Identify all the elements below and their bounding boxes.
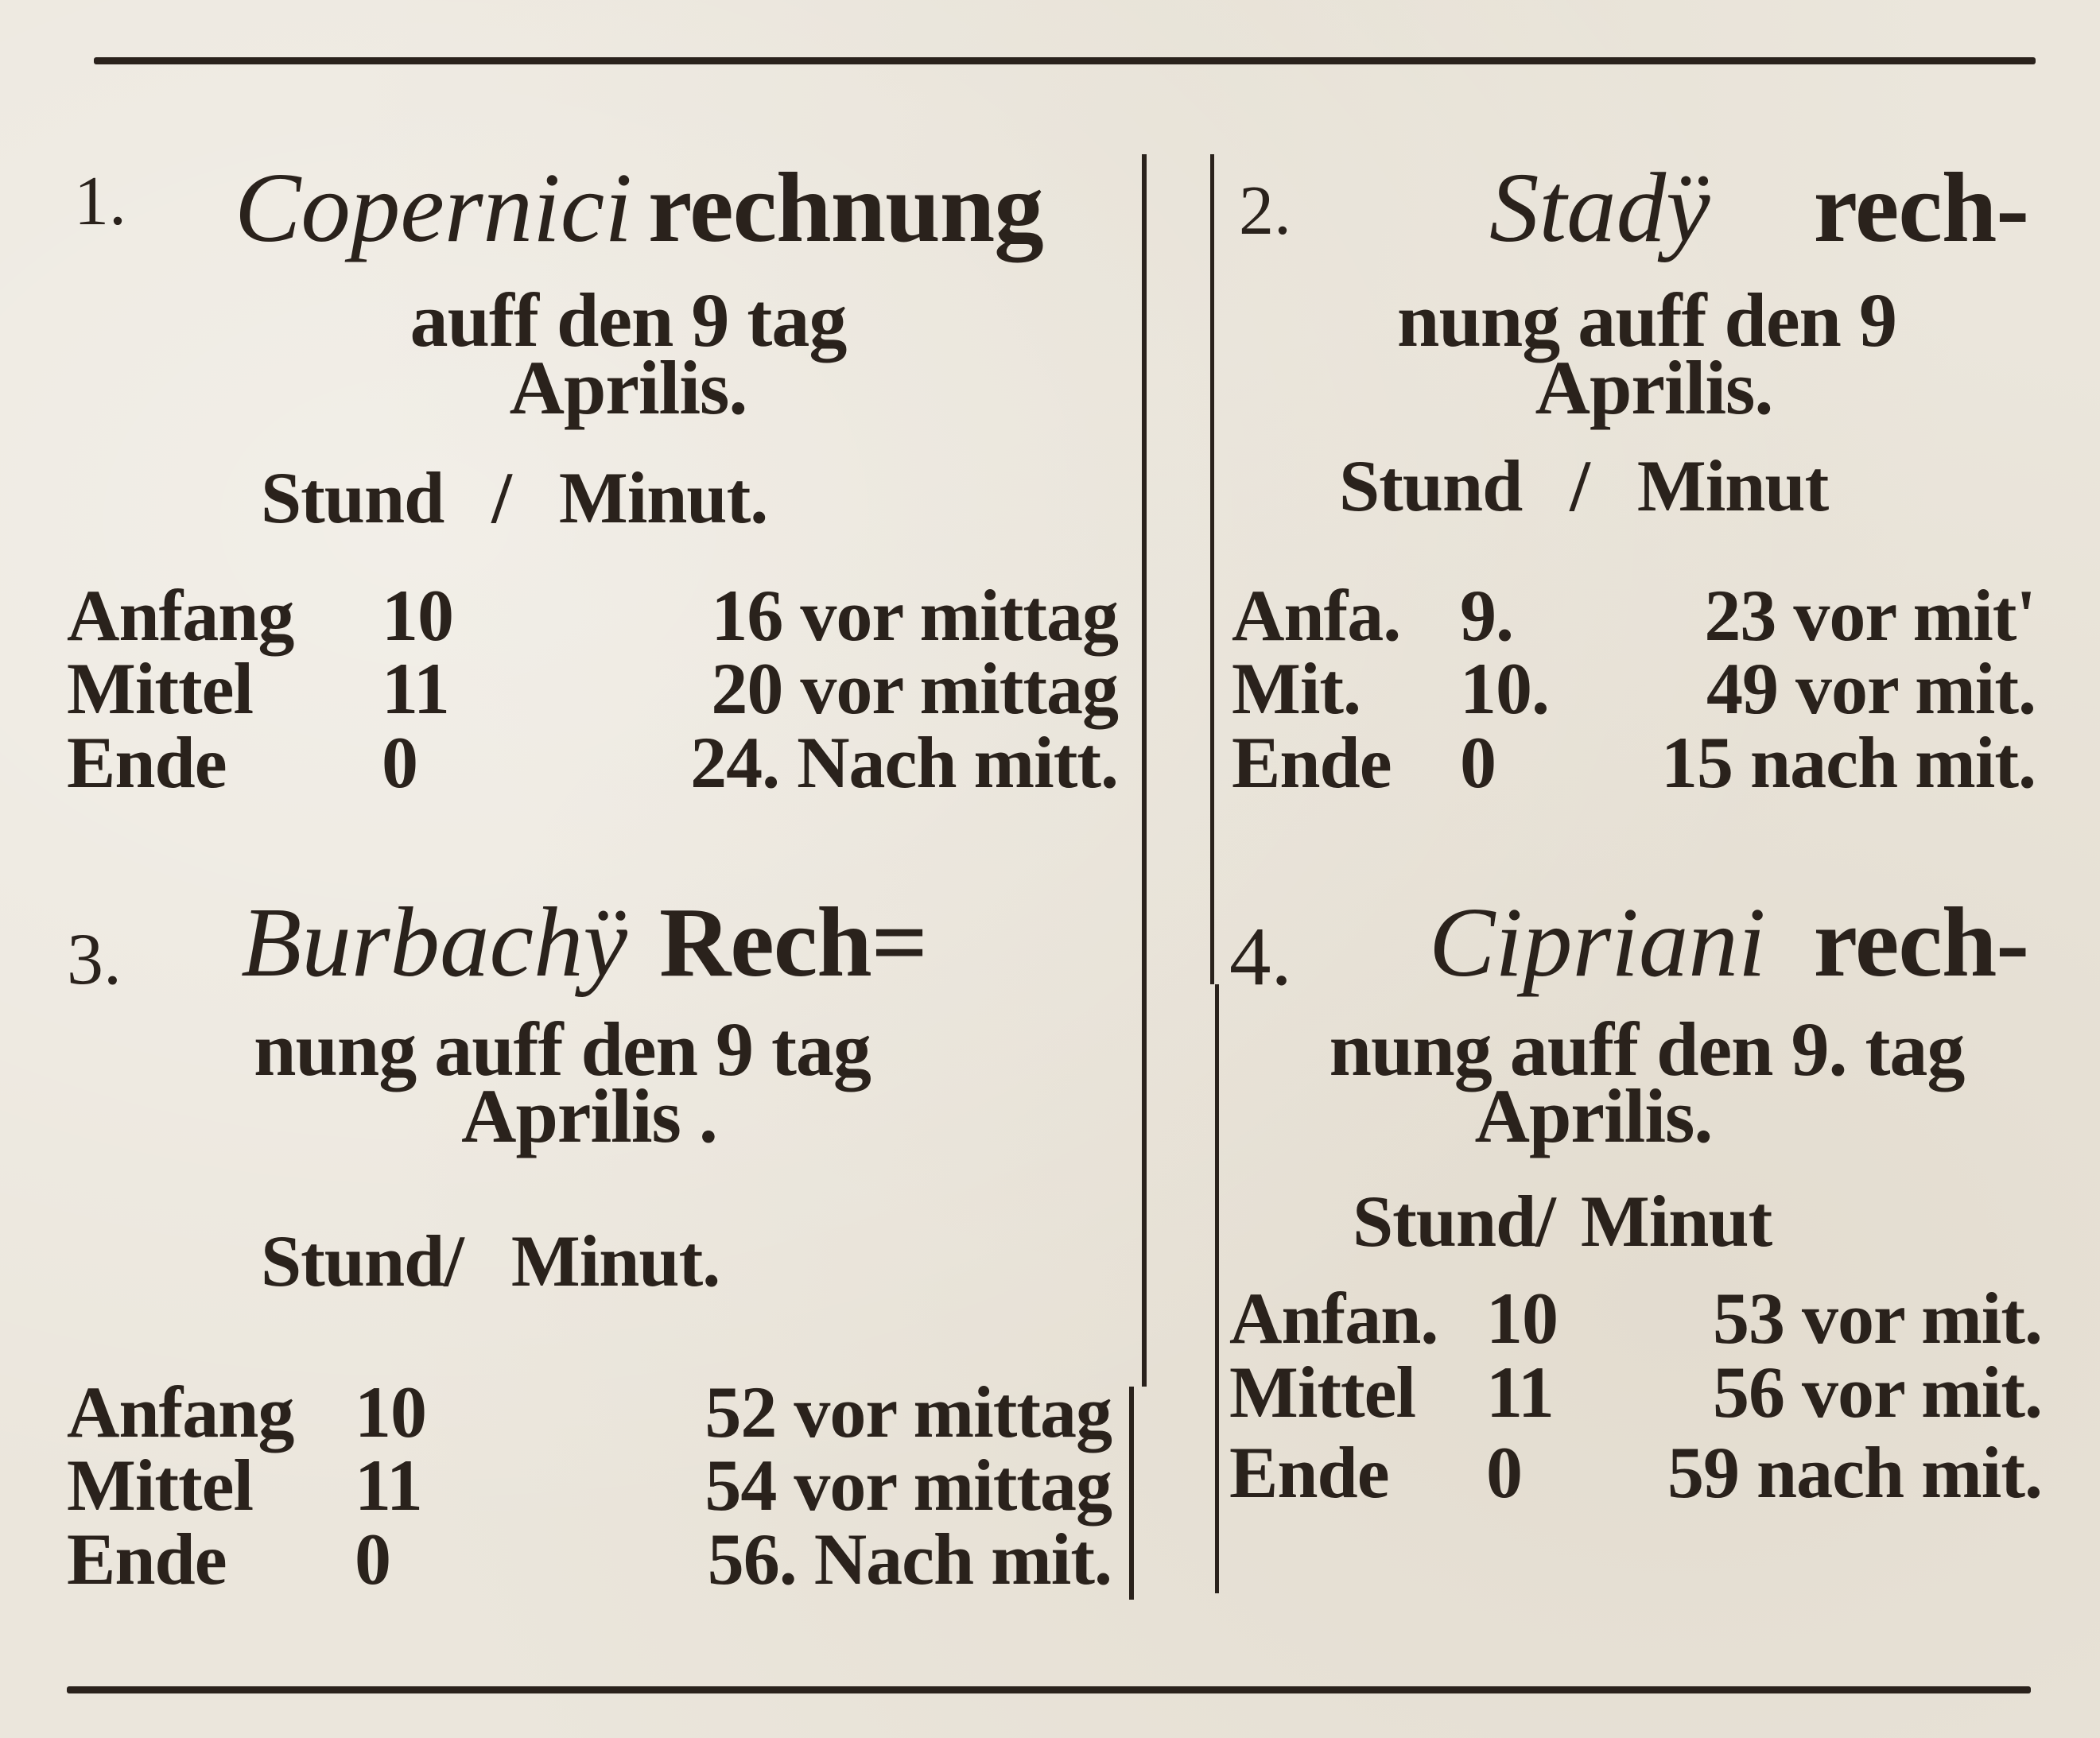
section-4-units: Stund/ Minut [1353, 1181, 1772, 1262]
row-label: Mittel [67, 1445, 254, 1526]
section-1-units: Stund / Minut. [261, 457, 768, 538]
section-1-subtitle: auff den 9 tag [410, 277, 847, 363]
section-3-subtitle: nung auff den 9 tag [254, 1007, 871, 1092]
row-label: Ende [67, 722, 227, 803]
row-minute: 52 vor mittag [705, 1371, 1112, 1453]
section-1-title-word: rechnung [647, 153, 1043, 263]
row-label: Mittel [1229, 1352, 1416, 1433]
section-2-title [1489, 153, 2028, 263]
section-3-units: Stund/ Minut. [261, 1220, 720, 1302]
row-minute: 15 nach mit. [1661, 722, 2036, 803]
section-2-row-mittel [0, 648, 2100, 731]
section-1-number: 1. [74, 163, 126, 240]
row-label: Mit. [1232, 648, 1361, 729]
row-hour: 0 [1486, 1432, 1522, 1513]
row-minute: 56 vor mit. [1712, 1352, 2042, 1433]
section-3-title [241, 888, 927, 998]
section-3-row-ende [0, 1519, 2100, 1602]
section-4-title-word: rech- [1813, 888, 2028, 998]
section-4-number: 4. [1229, 910, 1292, 1003]
row-hour: 11 [355, 1445, 422, 1526]
row-hour: 0 [355, 1519, 390, 1600]
section-2-month: Aprilis. [1535, 345, 1773, 430]
row-minute: 56. Nach mit. [707, 1519, 1112, 1600]
row-minute: 24. Nach mitt. [690, 722, 1118, 803]
section-4-subtitle: nung auff den 9. tag [1329, 1007, 1965, 1092]
section-4-row-anfang [0, 1278, 2100, 1361]
row-minute: 54 vor mittag [705, 1445, 1112, 1526]
row-minute: 20 vor mittag [711, 648, 1118, 729]
row-label: Anfang [67, 1371, 294, 1453]
row-hour: 10. [1460, 648, 1549, 729]
section-4-row-mittel [0, 1352, 2100, 1435]
row-minute: 49 vor mit. [1706, 648, 2036, 729]
section-2-row-anfang [0, 575, 2100, 658]
row-hour: 0 [1460, 722, 1496, 803]
section-1-author: Copernici [235, 153, 632, 263]
section-4-author: Cipriani [1428, 888, 1766, 998]
section-2-row-ende [0, 722, 2100, 805]
top-rule [94, 57, 2036, 64]
row-hour: 11 [382, 648, 449, 729]
row-hour: 10 [1486, 1278, 1558, 1359]
section-2-units: Stund / Minut [1339, 445, 1829, 526]
row-hour: 11 [1486, 1352, 1554, 1433]
section-4-row-ende [0, 1432, 2100, 1515]
section-4-title [1428, 888, 2028, 998]
row-hour: 10 [355, 1371, 426, 1453]
row-label: Ende [67, 1519, 227, 1600]
bottom-rule [67, 1686, 2031, 1693]
section-2-subtitle: nung auff den 9 [1397, 277, 1896, 363]
section-3-month: Aprilis . [461, 1073, 717, 1158]
section-1-title [235, 153, 1043, 263]
row-label: Mittel [67, 648, 254, 729]
row-label: Ende [1232, 722, 1392, 803]
row-minute: 23 vor mit' [1704, 575, 2036, 656]
row-minute: 59 nach mit. [1667, 1432, 2042, 1513]
row-label: Ende [1229, 1432, 1389, 1513]
section-3-author: Burbachÿ [241, 888, 627, 998]
section-3-number: 3. [67, 918, 122, 999]
section-2-author: Stadÿ [1489, 153, 1710, 263]
section-3-title-word: Rech= [658, 888, 927, 998]
row-minute: 16 vor mittag [711, 575, 1118, 656]
row-minute: 53 vor mit. [1712, 1278, 2042, 1359]
section-1-month: Aprilis. [509, 345, 747, 430]
row-label: Anfa. [1232, 575, 1401, 656]
row-label: Anfang [67, 575, 294, 656]
section-2-number: 2. [1239, 173, 1291, 250]
row-hour: 0 [382, 722, 417, 803]
row-label: Anfan. [1229, 1278, 1438, 1359]
column-divider-right-upper [1210, 154, 1214, 984]
section-2-title-word: rech- [1813, 153, 2028, 263]
section-4-month: Aprilis. [1474, 1073, 1713, 1158]
row-hour: 10 [382, 575, 453, 656]
row-hour: 9. [1460, 575, 1513, 656]
